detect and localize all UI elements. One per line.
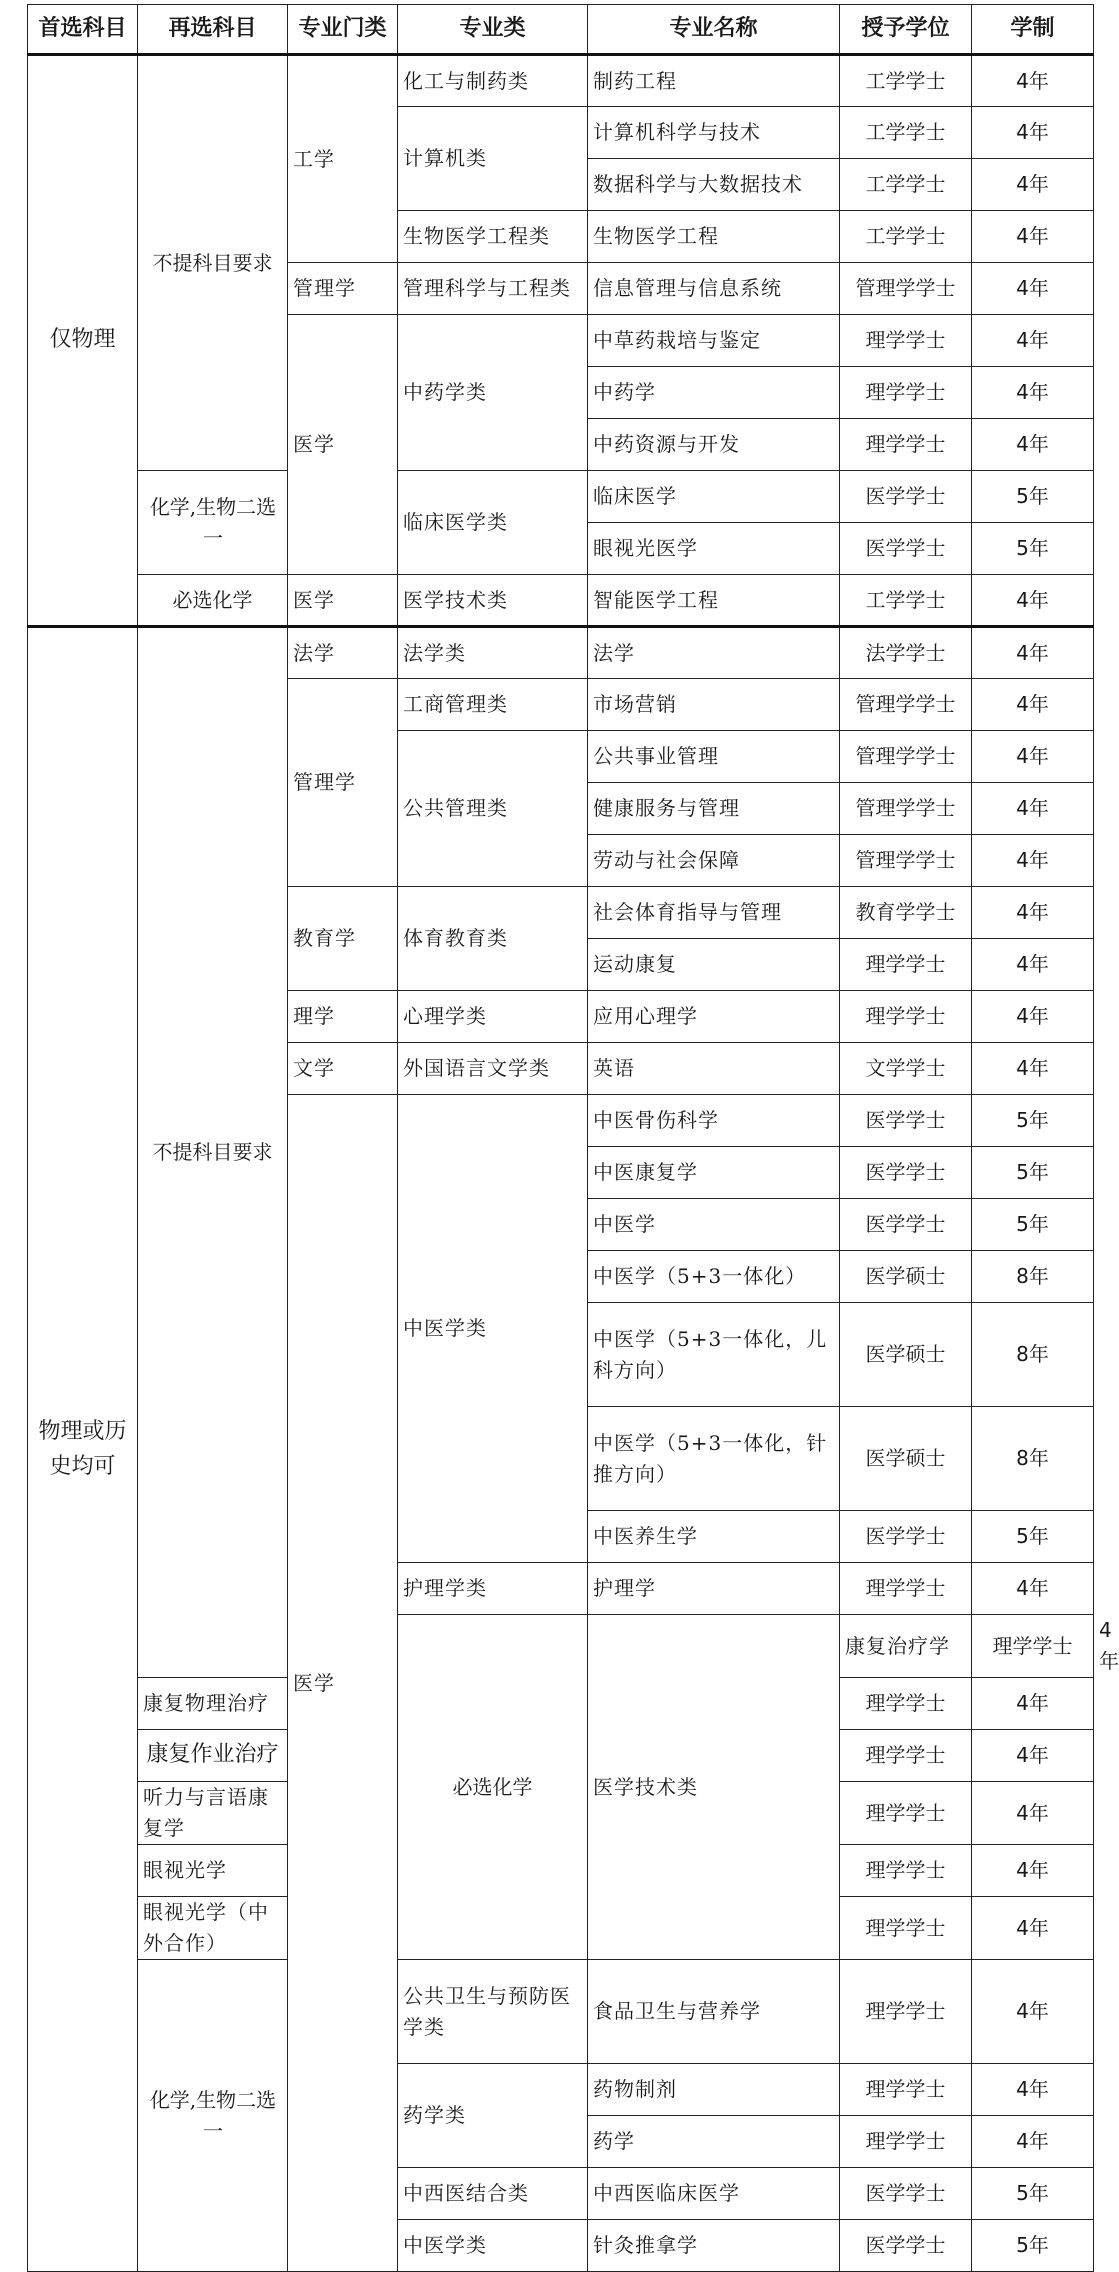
years-cell: 4年: [972, 575, 1094, 627]
years-cell: 5年: [972, 1199, 1094, 1251]
first-subject-cell: 仅物理: [28, 55, 138, 627]
years-cell: 4年: [972, 263, 1094, 315]
years-cell: 8年: [972, 1251, 1094, 1303]
class-cell: 管理科学与工程类: [398, 263, 588, 315]
class-cell: 公共卫生与预防医学类: [398, 1960, 588, 2064]
category-cell: 医学: [288, 315, 398, 575]
degree-cell: 医学学士: [840, 2220, 972, 2272]
header-years: 学制: [972, 5, 1094, 55]
category-cell: 医学: [288, 1095, 398, 2272]
class-cell: 中医学类: [398, 1095, 588, 1563]
major-cell: 中医骨伤科学: [588, 1095, 840, 1147]
major-cell: 康复物理治疗: [138, 1678, 288, 1730]
category-cell: 医学: [288, 575, 398, 627]
major-cell: 制药工程: [588, 55, 840, 107]
second-subject-cell: [138, 1960, 288, 2272]
degree-cell: 理学学士: [840, 1782, 972, 1845]
years-cell: 4年: [972, 1845, 1094, 1897]
major-cell: 市场营销: [588, 679, 840, 731]
degree-cell: 理学学士: [840, 419, 972, 471]
years-cell: 4年: [972, 419, 1094, 471]
degree-cell: 工学学士: [840, 55, 972, 107]
years-cell: 4年: [972, 159, 1094, 211]
degree-cell: 工学学士: [840, 159, 972, 211]
years-cell: 4年: [972, 887, 1094, 939]
degree-cell: 管理学学士: [840, 679, 972, 731]
degree-cell: 理学学士: [840, 1563, 972, 1615]
second-subject-text: 化学,生物二选一: [149, 494, 277, 550]
header-degree: 授予学位: [840, 5, 972, 55]
degree-cell: 医学学士: [840, 523, 972, 575]
table-row: 必选化学 医学技术类 康复治疗学 理学学士 4年: [28, 1615, 1094, 1678]
category-cell: 工学: [288, 55, 398, 263]
header-category: 专业门类: [288, 5, 398, 55]
major-cell: 中草药栽培与鉴定: [588, 315, 840, 367]
degree-cell: 理学学士: [972, 1615, 1094, 1678]
degree-cell: 医学学士: [840, 1199, 972, 1251]
class-cell: 体育教育类: [398, 887, 588, 991]
degree-cell: 医学学士: [840, 1511, 972, 1563]
degree-cell: 理学学士: [840, 2116, 972, 2168]
table-row: [28, 575, 1094, 627]
category-cell: 管理学: [288, 263, 398, 315]
class-cell: 外国语言文学类: [398, 1043, 588, 1095]
degree-cell: 法学学士: [840, 627, 972, 679]
degree-cell: 工学学士: [840, 107, 972, 159]
major-cell: 中药资源与开发: [588, 419, 840, 471]
major-cell: 智能医学工程: [588, 575, 840, 627]
years-cell: 4年: [972, 679, 1094, 731]
years-cell: 5年: [972, 2168, 1094, 2220]
class-cell: 药学类: [398, 2064, 588, 2168]
degree-cell: 工学学士: [840, 575, 972, 627]
class-cell: 工商管理类: [398, 679, 588, 731]
header-major: 专业名称: [588, 5, 840, 55]
years-cell: 4年: [972, 107, 1094, 159]
degree-cell: 医学硕士: [840, 1251, 972, 1303]
degree-cell: 教育学学士: [840, 887, 972, 939]
major-cell: 信息管理与信息系统: [588, 263, 840, 315]
years-cell: 4年: [972, 783, 1094, 835]
major-cell: 数据科学与大数据技术: [588, 159, 840, 211]
table-row: [28, 627, 1094, 679]
first-subject-text: 物理或历史均可: [38, 1419, 127, 1479]
class-cell: 化工与制药类: [398, 55, 588, 107]
class-cell: 医学技术类: [588, 1615, 840, 1960]
degree-cell: 理学学士: [840, 1960, 972, 2064]
degree-cell: 理学学士: [840, 1897, 972, 1960]
class-cell: 中药学类: [398, 315, 588, 471]
class-cell: 中西医结合类: [398, 2168, 588, 2220]
degree-cell: 医学硕士: [840, 1407, 972, 1511]
years-cell: 5年: [972, 523, 1094, 575]
category-cell: 管理学: [288, 679, 398, 887]
major-cell: 运动康复: [588, 939, 840, 991]
major-cell: 听力与言语康复学: [138, 1782, 288, 1845]
major-cell: 英语: [588, 1043, 840, 1095]
years-cell: 8年: [972, 1303, 1094, 1407]
degree-cell: 工学学士: [840, 211, 972, 263]
degree-cell: 理学学士: [840, 315, 972, 367]
class-cell: 中医学类: [398, 2220, 588, 2272]
major-cell: 中医养生学: [588, 1511, 840, 1563]
degree-cell: 医学学士: [840, 1095, 972, 1147]
years-cell: 4年: [972, 939, 1094, 991]
table-row: [28, 1960, 1094, 2064]
years-cell: 4年: [972, 1043, 1094, 1095]
major-cell: 中医康复学: [588, 1147, 840, 1199]
class-cell: 护理学类: [398, 1563, 588, 1615]
major-cell: 公共事业管理: [588, 731, 840, 783]
degree-cell: 管理学学士: [840, 835, 972, 887]
major-cell: 康复治疗学: [840, 1615, 972, 1678]
subject-requirements-table: [27, 4, 1119, 2272]
major-cell: 应用心理学: [588, 991, 840, 1043]
major-cell: 护理学: [588, 1563, 840, 1615]
major-cell: 法学: [588, 627, 840, 679]
years-cell: 5年: [972, 471, 1094, 523]
years-cell: 4年: [972, 627, 1094, 679]
category-cell: 文学: [288, 1043, 398, 1095]
degree-cell: 理学学士: [840, 939, 972, 991]
major-cell: 中医学: [588, 1199, 840, 1251]
second-subject-cell: 必选化学: [398, 1615, 588, 1960]
major-cell: 眼视光医学: [588, 523, 840, 575]
years-cell: 8年: [972, 1407, 1094, 1511]
header-second-subject: 再选科目: [138, 5, 288, 55]
major-cell: 中医学（5+3一体化）: [588, 1251, 840, 1303]
major-cell: 生物医学工程: [588, 211, 840, 263]
major-cell: 健康服务与管理: [588, 783, 840, 835]
degree-cell: 文学学士: [840, 1043, 972, 1095]
category-cell: 教育学: [288, 887, 398, 991]
major-cell: 药学: [588, 2116, 840, 2168]
major-cell: 眼视光学（中外合作）: [138, 1897, 288, 1960]
years-cell: 5年: [972, 1095, 1094, 1147]
major-cell: 中医学（5+3一体化，儿科方向）: [588, 1303, 840, 1407]
degree-cell: 理学学士: [840, 2064, 972, 2116]
years-cell: 4年: [972, 1960, 1094, 2064]
years-cell: 4年: [972, 731, 1094, 783]
degree-cell: 理学学士: [840, 1845, 972, 1897]
years-cell: 4年: [972, 1678, 1094, 1730]
years-cell: 4年: [972, 367, 1094, 419]
degree-cell: 管理学学士: [840, 263, 972, 315]
category-cell: 法学: [288, 627, 398, 679]
years-cell: 5年: [972, 1511, 1094, 1563]
years-cell: 4年: [972, 1563, 1094, 1615]
class-cell: 心理学类: [398, 991, 588, 1043]
table-row: [28, 55, 1094, 107]
class-cell: 临床医学类: [398, 471, 588, 575]
degree-cell: 理学学士: [840, 1678, 972, 1730]
years-cell: 5年: [972, 1147, 1094, 1199]
second-subject-cell: 不提科目要求: [138, 627, 288, 1678]
major-cell: 社会体育指导与管理: [588, 887, 840, 939]
years-cell: 4年: [972, 835, 1094, 887]
years-cell: 4年: [972, 1730, 1094, 1782]
class-cell: 法学类: [398, 627, 588, 679]
first-subject-cell: [28, 627, 138, 2272]
second-subject-cell: 不提科目要求: [138, 55, 288, 471]
class-cell: 医学技术类: [398, 575, 588, 627]
table-row: [28, 471, 1094, 523]
degree-cell: 理学学士: [840, 367, 972, 419]
degree-cell: 医学学士: [840, 2168, 972, 2220]
major-cell: 眼视光学: [138, 1845, 288, 1897]
years-cell: 4年: [972, 991, 1094, 1043]
second-subject-text: 化学,生物二选一: [149, 2087, 277, 2143]
years-cell: 4年: [972, 1897, 1094, 1960]
major-cell: 劳动与社会保障: [588, 835, 840, 887]
degree-cell: 管理学学士: [840, 783, 972, 835]
degree-cell: 医学硕士: [840, 1303, 972, 1407]
degree-cell: 管理学学士: [840, 731, 972, 783]
class-cell: 生物医学工程类: [398, 211, 588, 263]
major-cell: 康复作业治疗: [138, 1730, 288, 1782]
major-cell: 食品卫生与营养学: [588, 1960, 840, 2064]
degree-cell: 理学学士: [840, 991, 972, 1043]
second-subject-cell: 必选化学: [138, 575, 288, 627]
header-row: [28, 5, 1094, 55]
years-cell: 4年: [972, 55, 1094, 107]
degree-cell: 医学学士: [840, 1147, 972, 1199]
years-cell: 5年: [972, 2220, 1094, 2272]
header-first-subject: 首选科目: [28, 5, 138, 55]
second-subject-cell: [138, 471, 288, 575]
major-cell: 中西医临床医学: [588, 2168, 840, 2220]
years-cell: 4年: [972, 1782, 1094, 1845]
major-cell: 临床医学: [588, 471, 840, 523]
years-cell: 4年: [972, 2116, 1094, 2168]
major-cell: 中医学（5+3一体化，针推方向）: [588, 1407, 840, 1511]
years-cell: 4年: [972, 211, 1094, 263]
category-cell: 理学: [288, 991, 398, 1043]
years-cell: 4年: [972, 315, 1094, 367]
degree-cell: 理学学士: [840, 1730, 972, 1782]
major-cell: 计算机科学与技术: [588, 107, 840, 159]
class-cell: 公共管理类: [398, 731, 588, 887]
major-cell: 针灸推拿学: [588, 2220, 840, 2272]
class-cell: 计算机类: [398, 107, 588, 211]
major-cell: 药物制剂: [588, 2064, 840, 2116]
major-cell: 中药学: [588, 367, 840, 419]
header-class: 专业类: [398, 5, 588, 55]
degree-cell: 医学学士: [840, 471, 972, 523]
years-cell: 4年: [972, 2064, 1094, 2116]
